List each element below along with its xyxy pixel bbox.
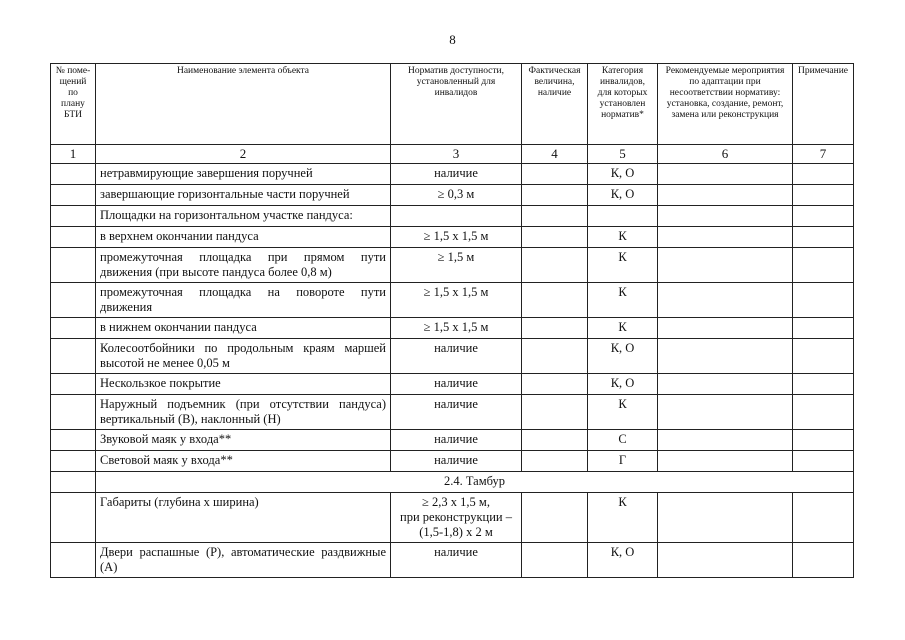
element-name: Колесоотбойники по продольным краям маршей высотой не менее 0,05 м <box>96 339 391 374</box>
norm-value: ≥ 1,5 х 1,5 м <box>391 318 522 339</box>
category-value: К <box>588 227 658 248</box>
column-number: 5 <box>588 145 658 164</box>
category-value <box>588 206 658 227</box>
norm-value: наличие <box>391 164 522 185</box>
norm-value: ≥ 1,5 х 1,5 м <box>391 283 522 318</box>
element-name: промежуточная площадка при прямом пути движения (при высоте пандуса более 0,8 м) <box>96 248 391 283</box>
norm-value: наличие <box>391 395 522 430</box>
norm-value: наличие <box>391 430 522 451</box>
table-row <box>51 318 854 339</box>
category-value: К, О <box>588 164 658 185</box>
table-row <box>51 451 854 472</box>
element-name: Габариты (глубина х ширина) <box>96 493 391 543</box>
page-number: 8 <box>449 32 456 47</box>
table-row <box>51 164 854 185</box>
norm-value: ≥ 1,5 х 1,5 м <box>391 227 522 248</box>
column-number: 4 <box>522 145 588 164</box>
section-title: 2.4. Тамбур <box>96 472 854 493</box>
norm-value: наличие <box>391 374 522 395</box>
norm-value <box>391 493 522 543</box>
category-value: К, О <box>588 543 658 578</box>
element-name: в верхнем окончании пандуса <box>96 227 391 248</box>
element-name: в нижнем окончании пандуса <box>96 318 391 339</box>
category-value: К <box>588 248 658 283</box>
category-value: К <box>588 283 658 318</box>
table-row <box>51 543 854 578</box>
element-name: Нескользкое покрытие <box>96 374 391 395</box>
category-value: К, О <box>588 339 658 374</box>
category-value: Г <box>588 451 658 472</box>
header-norm: Норматив доступности, установленный для инвалидов <box>391 64 522 145</box>
table-row <box>51 493 854 543</box>
table-row <box>51 339 854 374</box>
table-row <box>51 248 854 283</box>
norm-value: ≥ 0,3 м <box>391 185 522 206</box>
header-category: Категория инвалидов, для которых установлен норматив* <box>588 64 658 145</box>
norm-value: ≥ 1,5 м <box>391 248 522 283</box>
norm-line: ≥ 2,3 х 1,5 м, <box>422 495 490 509</box>
norm-line: (1,5-1,8) х 2 м <box>419 525 493 539</box>
element-name: завершающие горизонтальные части поручней <box>96 185 391 206</box>
section-row <box>51 472 854 493</box>
header-element-name: Наименование элемента объекта <box>96 64 391 145</box>
category-value: С <box>588 430 658 451</box>
header-room-number: № поме-щений по плану БТИ <box>51 64 96 145</box>
element-name: промежуточная площадка на повороте пути движения <box>96 283 391 318</box>
norm-line: при реконструкции – <box>400 510 512 524</box>
table-row <box>51 374 854 395</box>
element-name: Наружный подъемник (при отсутствии пандуса) вертикальный (В), наклонный (Н) <box>96 395 391 430</box>
table-row <box>51 283 854 318</box>
norm-value: наличие <box>391 451 522 472</box>
header-actual-value: Фактическая величина, наличие <box>522 64 588 145</box>
category-value: К, О <box>588 374 658 395</box>
norm-value <box>391 206 522 227</box>
column-number: 7 <box>793 145 854 164</box>
category-value: К <box>588 318 658 339</box>
accessibility-table <box>50 63 854 578</box>
element-name: Двери распашные (Р), автоматические раздвижные (А) <box>96 543 391 578</box>
table-row <box>51 395 854 430</box>
column-number: 1 <box>51 145 96 164</box>
column-number: 2 <box>96 145 391 164</box>
table-row <box>51 185 854 206</box>
table-row <box>51 227 854 248</box>
header-row <box>51 64 854 145</box>
category-value: К <box>588 395 658 430</box>
norm-value: наличие <box>391 543 522 578</box>
table-row <box>51 430 854 451</box>
element-name: Световой маяк у входа** <box>96 451 391 472</box>
table-row <box>51 206 854 227</box>
category-value: К, О <box>588 185 658 206</box>
category-value: К <box>588 493 658 543</box>
column-number-row <box>51 145 854 164</box>
column-number: 6 <box>658 145 793 164</box>
element-name: Звуковой маяк у входа** <box>96 430 391 451</box>
header-recommendations: Рекомендуемые мероприятия по адаптации при несоответствии нормативу: установка, создание, ремонт, замена или реконструкция <box>658 64 793 145</box>
element-name: Площадки на горизонтальном участке пандуса: <box>96 206 391 227</box>
element-name: нетравмирующие завершения поручней <box>96 164 391 185</box>
norm-value: наличие <box>391 339 522 374</box>
column-number: 3 <box>391 145 522 164</box>
header-note: Примечание <box>793 64 854 145</box>
